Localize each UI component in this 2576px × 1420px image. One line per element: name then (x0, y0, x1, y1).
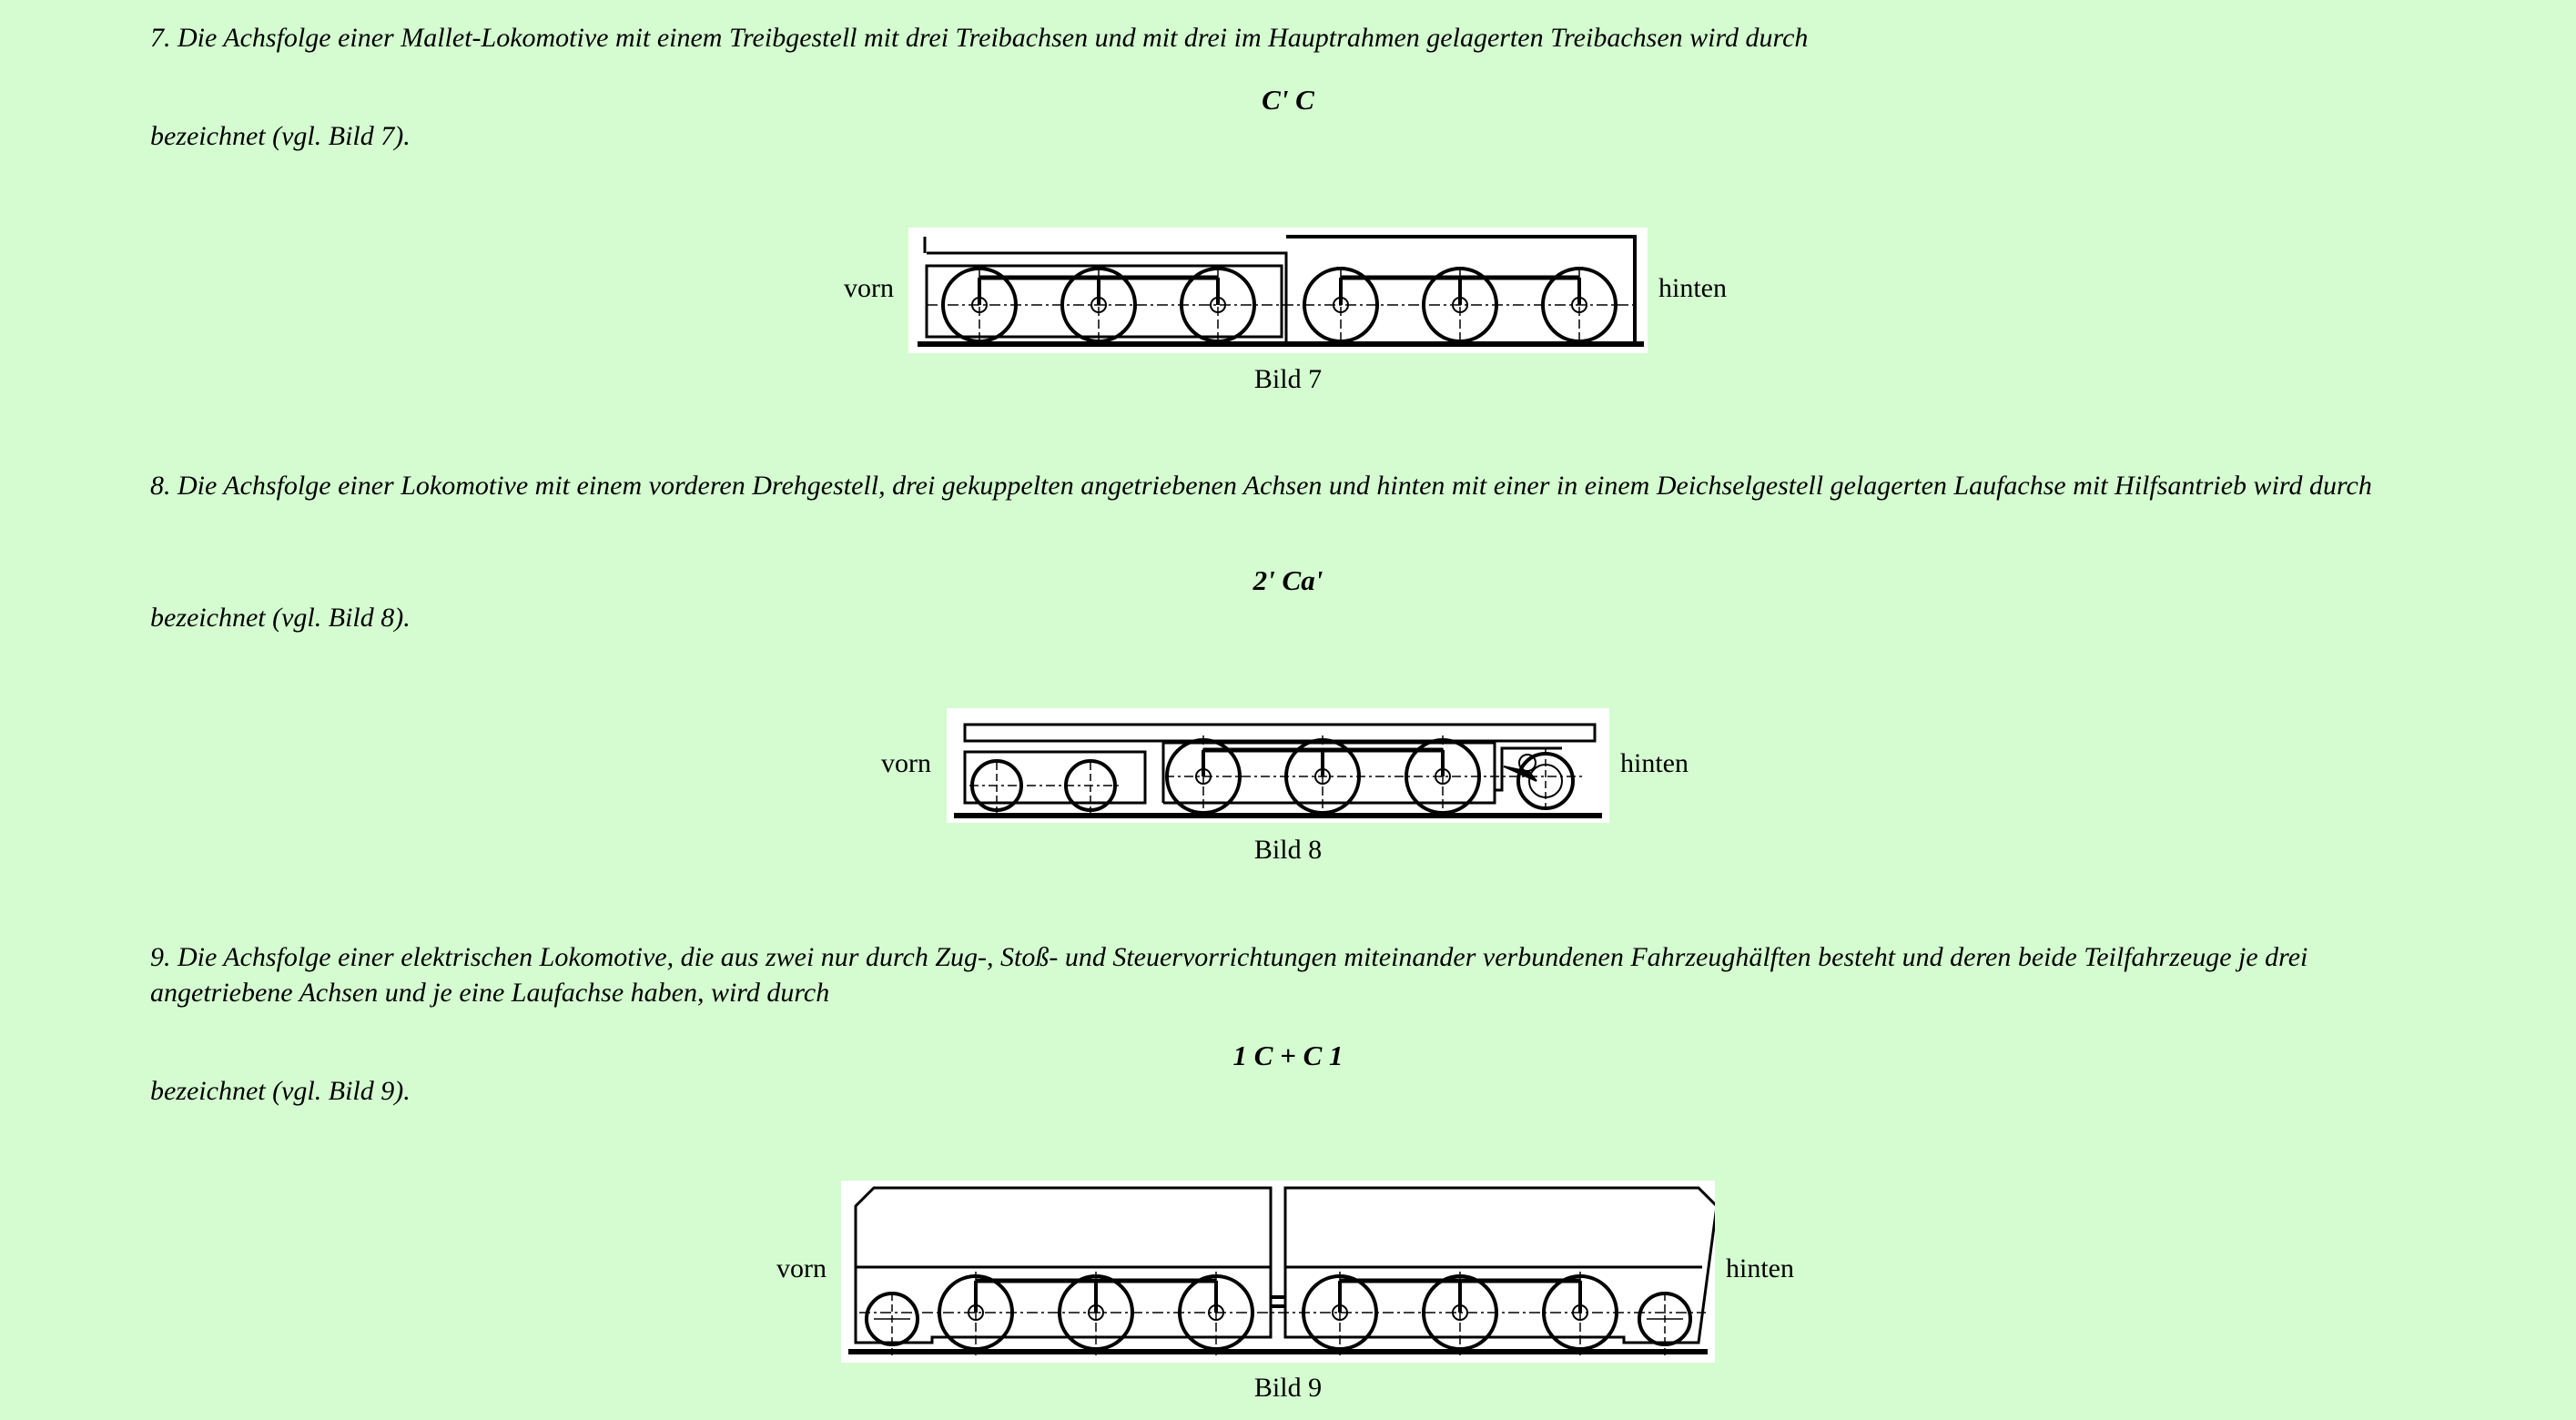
formula-9: 1 C + C 1 (1232, 1040, 1344, 1071)
rear-label-7: hinten (1658, 273, 1727, 303)
front-label-8: vorn (881, 748, 931, 778)
locomotive-diagram-7 (908, 228, 1648, 353)
caption-9: Bild 9 (1253, 1373, 1323, 1403)
locomotive-diagram-8 (947, 708, 1609, 823)
paragraph-8: 8. Die Achsfolge einer Lokomotive mit einem vorderen Drehgestell, drei gekuppelten angetriebenen Achsen und hinten mit einer in einem Deichselgestell gelagerten Laufachse mit Hilfsantrieb wird durch (150, 471, 2372, 501)
reference-text-7: bezeichnet (vgl. Bild 7). (150, 121, 411, 151)
reference-text-9: bezeichnet (vgl. Bild 9). (150, 1076, 411, 1106)
formula-7: C' C (1262, 84, 1314, 116)
front-label-7: vorn (844, 273, 894, 303)
caption-8: Bild 8 (1253, 835, 1323, 865)
reference-text-8: bezeichnet (vgl. Bild 8). (150, 603, 411, 633)
rear-label-9: hinten (1726, 1253, 1794, 1283)
formula-8: 2' Ca' (1253, 564, 1323, 596)
locomotive-diagram-9 (841, 1181, 1715, 1363)
front-label-9: vorn (776, 1253, 827, 1283)
rear-label-8: hinten (1620, 748, 1689, 778)
caption-7: Bild 7 (1253, 364, 1323, 394)
paragraph-7: 7. Die Achsfolge einer Mallet-Lokomotive mit einem Treibgestell mit drei Treibachsen und mit drei im Hauptrahmen gelagerten Treibachsen wird durch (150, 23, 1809, 53)
paragraph-9: 9. Die Achsfolge einer elektrischen Lokomotive, die aus zwei nur durch Zug-, Stoß- und Steuervorrichtungen miteinander verbundenen Fahrzeughälften besteht und deren beide Teilfahrzeuge je drei angetriebene Achsen und je eine Laufachse haben, wird durch (150, 942, 2308, 1008)
